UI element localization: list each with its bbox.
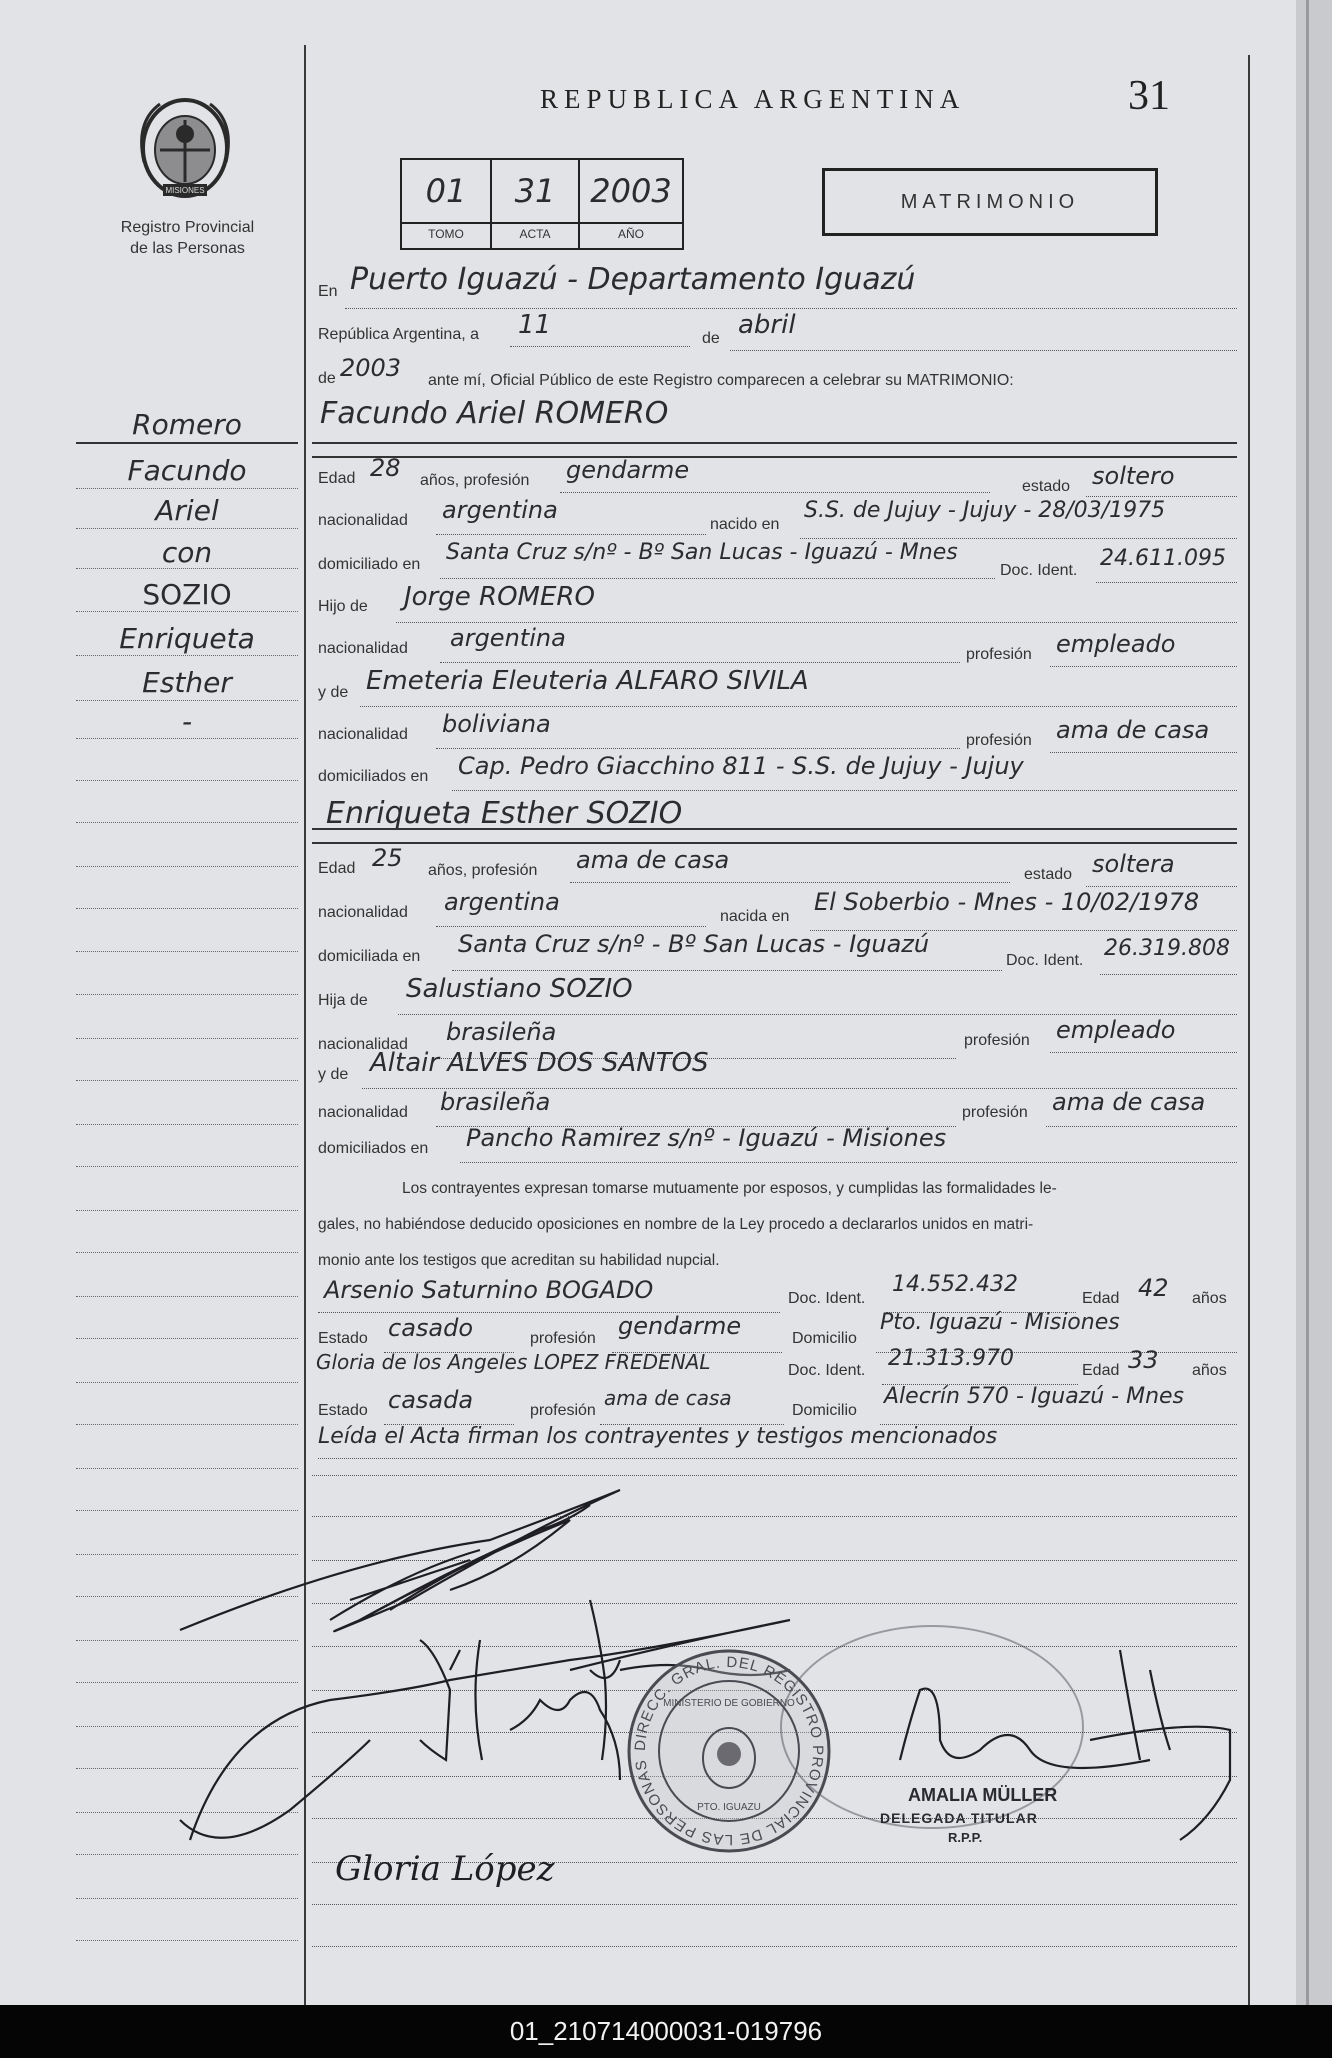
day-value: 11 xyxy=(518,310,552,340)
witness1-edad-label: Edad xyxy=(1082,1290,1120,1307)
groom-fprof-label: profesión xyxy=(966,646,1032,663)
page-number: 31 xyxy=(1128,73,1170,119)
bride-mother-prof: ama de casa xyxy=(1052,1088,1206,1116)
groom-fnac-label: nacionalidad xyxy=(318,640,408,657)
groom-name: Facundo Ariel ROMERO xyxy=(320,396,669,431)
document-id-footer: 01_210714000031-019796 xyxy=(0,2005,1332,2058)
bride-edad-label: Edad xyxy=(318,860,356,877)
margin-name-5: SOZIO xyxy=(142,578,232,611)
witness2-anos-label: años xyxy=(1192,1362,1227,1379)
witness1-estado-label: Estado xyxy=(318,1330,368,1347)
stamp-inner-line2: PTO. IGUAZU xyxy=(697,1802,761,1813)
groom-edad-label: Edad xyxy=(318,470,356,487)
place-value: Puerto Iguazú - Departamento Iguazú xyxy=(350,262,916,297)
margin-name-1: Romero xyxy=(132,408,242,441)
bride-nacida-label: nacida en xyxy=(720,908,790,925)
margin-name-2: Facundo xyxy=(127,454,247,487)
bride-estado: soltera xyxy=(1092,850,1175,878)
groom-nac-label: nacionalidad xyxy=(318,512,408,529)
acta-label: ACTA xyxy=(519,227,551,241)
bride-yde-label: y de xyxy=(318,1066,349,1083)
coat-of-arms-emblem xyxy=(130,92,240,204)
groom-yde-label: y de xyxy=(318,684,349,701)
witness1-anos-label: años xyxy=(1192,1290,1227,1307)
groom-estado: soltero xyxy=(1092,462,1175,490)
groom-doc: 24.611.095 xyxy=(1100,546,1226,571)
bride-mother: Altair ALVES DOS SANTOS xyxy=(370,1048,709,1078)
witness2-prof: ama de casa xyxy=(604,1386,732,1410)
official-name: AMALIA MÜLLER xyxy=(908,1785,1058,1805)
margin-name-4: con xyxy=(161,536,213,569)
bride-nationality: argentina xyxy=(444,888,560,916)
groom-mnac-label: nacionalidad xyxy=(318,726,408,743)
page-edge-shadow xyxy=(1296,0,1332,2005)
witness1-dom: Pto. Iguazú - Misiones xyxy=(880,1310,1120,1335)
bride-father-nat: brasileña xyxy=(446,1018,557,1046)
groom-birth: S.S. de Jujuy - Jujuy - 28/03/1975 xyxy=(804,498,1166,523)
ano-label: AÑO xyxy=(617,227,644,241)
bride-mnac-label: nacionalidad xyxy=(318,1104,408,1121)
bride-fnac-label: nacionalidad xyxy=(318,1036,408,1053)
bride-birth: El Soberbio - Mnes - 10/02/1978 xyxy=(814,888,1200,916)
bride-parents-dom: Pancho Ramirez s/nº - Iguazú - Misiones xyxy=(466,1124,947,1152)
groom-father: Jorge ROMERO xyxy=(404,582,595,612)
groom-pdom-label: domiciliados en xyxy=(318,768,429,785)
witness2-signature: Gloria López xyxy=(335,1849,555,1889)
groom-anos-label: años, profesión xyxy=(420,472,530,489)
bride-pdom-label: domiciliados en xyxy=(318,1140,429,1157)
bride-hija-label: Hija de xyxy=(318,992,368,1009)
bride-nac-label: nacionalidad xyxy=(318,904,408,921)
witness1-doc-label: Doc. Ident. xyxy=(788,1290,866,1307)
witness2-estado-label: Estado xyxy=(318,1402,368,1419)
groom-doc-label: Doc. Ident. xyxy=(1000,562,1078,579)
month-value: abril xyxy=(738,310,796,340)
stamp-inner-line1: MINISTERIO DE GOBIERNO xyxy=(663,1698,795,1709)
groom-hijo-label: Hijo de xyxy=(318,598,368,615)
witness1-doc: 14.552.432 xyxy=(892,1272,1018,1297)
record-type-box xyxy=(822,168,1158,236)
margin-name-8: - xyxy=(181,705,193,738)
bride-fprof-label: profesión xyxy=(964,1032,1030,1049)
margin-name-6: Enriqueta xyxy=(119,622,255,655)
official-office: R.P.P. xyxy=(948,1830,983,1845)
witness2-name: Gloria de los Angeles LOPEZ FREDENAL xyxy=(316,1350,711,1374)
record-type: MATRIMONIO xyxy=(900,191,1080,213)
groom-nationality: argentina xyxy=(442,496,558,524)
bride-domicile: Santa Cruz s/nº - Bº San Lucas - Iguazú xyxy=(458,930,930,958)
bride-estado-label: estado xyxy=(1024,866,1073,883)
republica-label: República Argentina, a xyxy=(318,326,479,343)
groom-mprof-label: profesión xyxy=(966,732,1032,749)
emblem-text: MISIONES xyxy=(165,186,205,195)
record-box xyxy=(400,158,684,250)
acta-value: 31 xyxy=(514,172,556,210)
country-title: REPUBLICA ARGENTINA xyxy=(540,84,966,114)
declaration-line1: Los contrayentes expresan tomarse mutuamente por esposos, y cumplidas las formalidades le- xyxy=(402,1180,1057,1197)
witness1-estado: casado xyxy=(388,1314,474,1342)
groom-nacido-label: nacido en xyxy=(710,516,780,533)
bride-father-prof: empleado xyxy=(1056,1016,1176,1044)
stamp-ring-text: DIRECC. GRAL. DEL REGISTRO PROVINCIAL DE LAS PERSONAS xyxy=(631,1653,827,1849)
witness2-dom-label: Domicilio xyxy=(792,1402,857,1419)
witness2-edad-label: Edad xyxy=(1082,1362,1120,1379)
bride-doc: 26.319.808 xyxy=(1104,936,1230,961)
year-prefix: de xyxy=(318,370,336,387)
witness2-age: 33 xyxy=(1128,1346,1159,1374)
tomo-label: TOMO xyxy=(428,227,464,241)
margin-name-3: Ariel xyxy=(155,494,219,527)
witness1-age: 42 xyxy=(1138,1274,1169,1302)
bride-mother-nat: brasileña xyxy=(440,1088,551,1116)
closing-text: Leída el Acta firman los contrayentes y testigos mencionados xyxy=(318,1424,998,1449)
witness1-name: Arsenio Saturnino BOGADO xyxy=(324,1276,654,1304)
declaration-line2: gales, no habiéndose deducido oposiciones en nombre de la Ley procedo a declararlos unidos en matri- xyxy=(318,1216,1034,1233)
groom-mother: Emeteria Eleuteria ALFARO SIVILA xyxy=(366,666,809,696)
groom-mother-prof: ama de casa xyxy=(1056,716,1210,744)
en-label: En xyxy=(318,283,338,300)
witness1-prof: gendarme xyxy=(618,1312,742,1340)
bride-age: 25 xyxy=(372,844,403,872)
witness2-dom: Alecrín 570 - Iguazú - Mnes xyxy=(884,1384,1185,1409)
bride-dom-label: domiciliada en xyxy=(318,948,421,965)
de-label: de xyxy=(702,330,720,347)
groom-father-prof: empleado xyxy=(1056,630,1176,658)
groom-father-nat: argentina xyxy=(450,624,566,652)
tomo-value: 01 xyxy=(425,172,467,210)
groom-parents-dom: Cap. Pedro Giacchino 811 - S.S. de Jujuy - Jujuy xyxy=(458,752,1024,780)
groom-profession: gendarme xyxy=(566,456,690,484)
bride-anos-label: años, profesión xyxy=(428,862,538,879)
bride-father: Salustiano SOZIO xyxy=(406,974,633,1004)
groom-age: 28 xyxy=(370,454,401,482)
witness1-dom-label: Domicilio xyxy=(792,1330,857,1347)
official-title: DELEGADA TITULAR xyxy=(880,1810,1038,1826)
bride-doc-label: Doc. Ident. xyxy=(1006,952,1084,969)
witness2-prof-label: profesión xyxy=(530,1402,596,1419)
witness1-prof-label: profesión xyxy=(530,1330,596,1347)
registry-name-line2: de las Personas xyxy=(130,240,245,257)
ano-value: 2003 xyxy=(590,172,672,210)
bride-mprof-label: profesión xyxy=(962,1104,1028,1121)
margin-name-7: Esther xyxy=(142,666,232,699)
witness2-doc: 21.313.970 xyxy=(888,1346,1014,1371)
witness2-estado: casada xyxy=(388,1386,474,1414)
groom-estado-label: estado xyxy=(1022,478,1071,495)
registry-name-line1: Registro Provincial xyxy=(120,219,255,236)
bride-name: Enriqueta Esther SOZIO xyxy=(326,796,683,831)
year-value: 2003 xyxy=(340,354,402,382)
groom-dom-label: domiciliado en xyxy=(318,556,421,573)
groom-domicile: Santa Cruz s/nº - Bº San Lucas - Iguazú - Mnes xyxy=(446,540,958,565)
groom-mother-nat: boliviana xyxy=(442,710,551,738)
intro-text: ante mí, Oficial Público de este Registro comparecen a celebrar su MATRIMONIO: xyxy=(428,372,1014,389)
declaration-line3: monio ante los testigos que acreditan su habilidad nupcial. xyxy=(318,1252,720,1269)
witness2-doc-label: Doc. Ident. xyxy=(788,1362,866,1379)
bride-profession: ama de casa xyxy=(576,846,730,874)
